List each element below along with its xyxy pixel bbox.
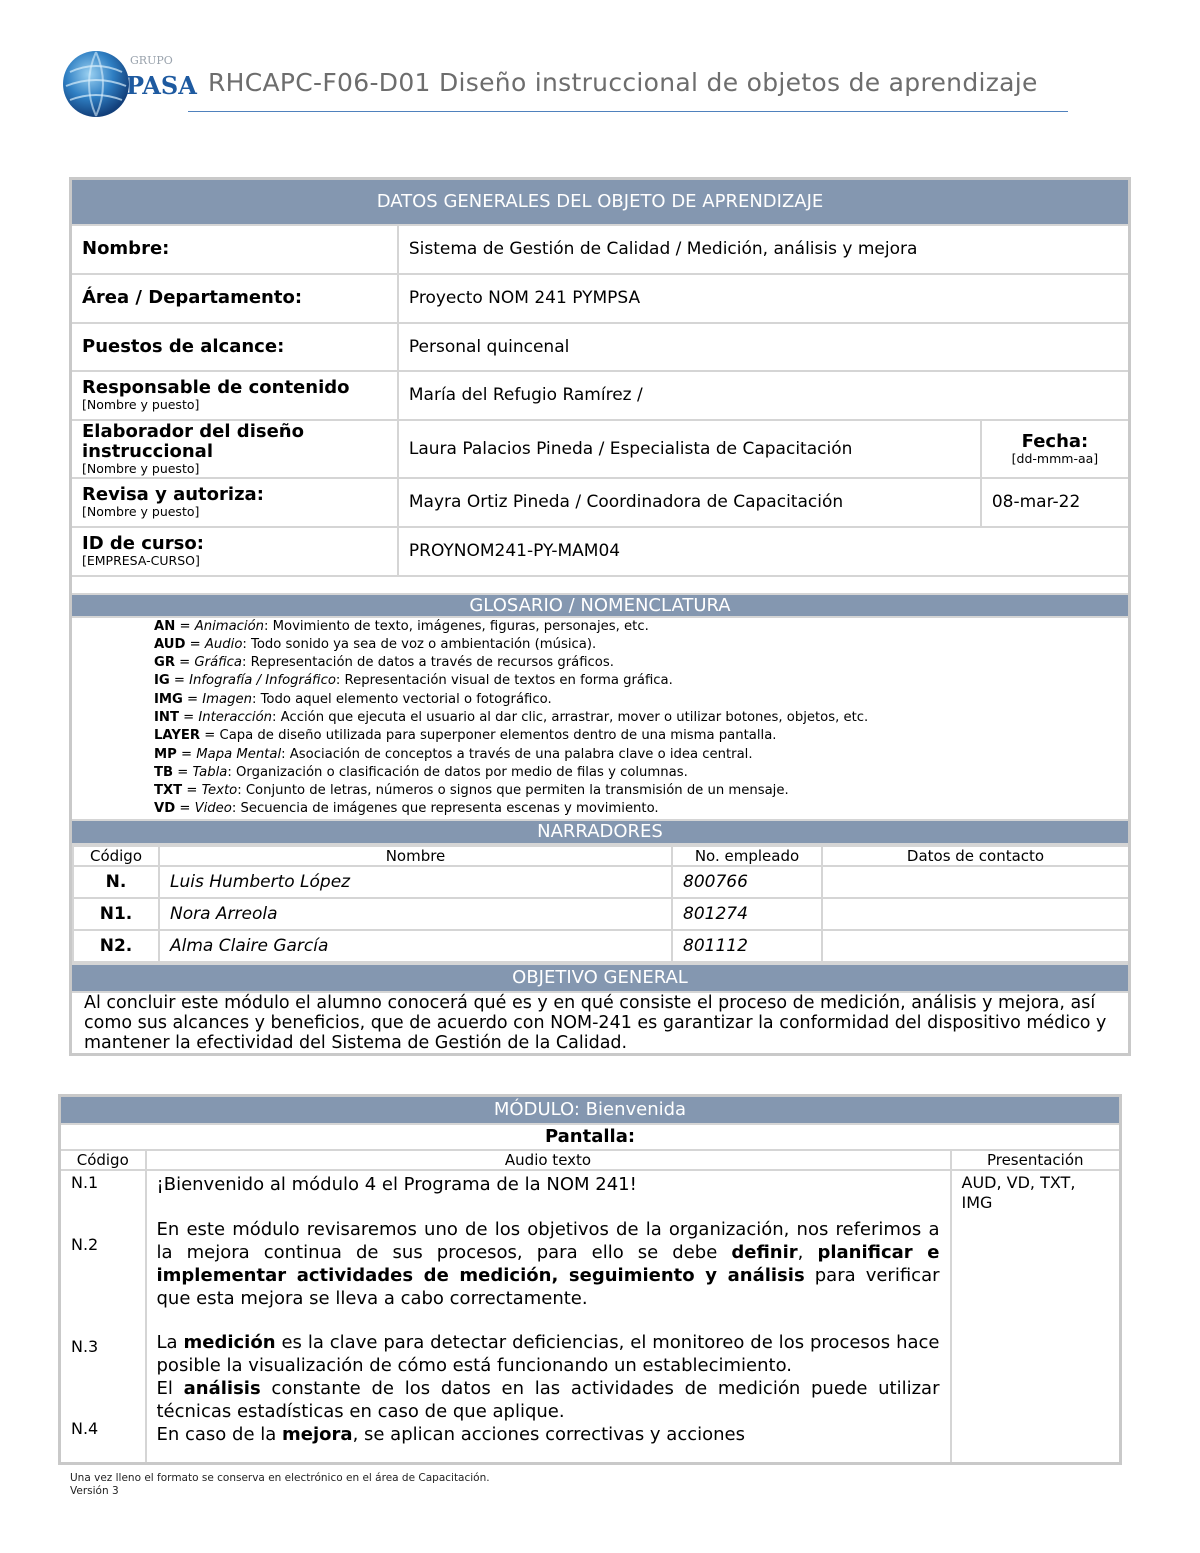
narrator-employee-no: 801112 <box>672 930 822 962</box>
responsable-value: María del Refugio Ramírez / <box>398 371 1130 420</box>
elaborador-value: Laura Palacios Pineda / Especialista de Capacitación <box>398 420 981 478</box>
fecha-value: 08-mar-22 <box>981 478 1130 527</box>
elaborador-label: Elaborador del diseño instruccional [Nombre y puesto] <box>71 420 398 478</box>
col-header-codigo: Código <box>73 846 159 866</box>
narrator-employee-no: 801274 <box>672 898 822 930</box>
nombre-value: Sistema de Gestión de Calidad / Medición, análisis y mejora <box>398 225 1130 274</box>
svg-text:GRUPO: GRUPO <box>130 54 173 67</box>
glossary-item: IMG = Imagen: Todo aquel elemento vectorial o fotográfico. <box>154 691 552 707</box>
code-n2: N.2 <box>71 1234 99 1254</box>
narrator-name: Nora Arreola <box>159 898 672 930</box>
glossary-item: IG = Infografía / Infográfico: Representación visual de textos en forma gráfica. <box>154 673 673 689</box>
revisa-label: Revisa y autoriza: [Nombre y puesto] <box>71 478 398 527</box>
objective-text: Al concluir este módulo el alumno conocerá qué es y en qué consiste el proceso de medición, análisis y mejora, así como sus alcances y beneficios, que de acuerdo con NOM-241 es garantizar la conformidad del dispositivo médico y mantener la efectividad del Sistema de Gestión de la Calidad. <box>71 992 1130 1055</box>
table-row <box>73 866 1129 898</box>
col-header-nombre: Nombre <box>159 846 672 866</box>
narrator-contact <box>822 930 1129 962</box>
narrator-employee-no: 800766 <box>672 866 822 898</box>
module-table <box>58 1094 1122 1465</box>
footer-line-1: Una vez lleno el formato se conserva en electrónico en el área de Capacitación. <box>70 1472 490 1484</box>
audio-paragraph-3: La medición es la clave para detectar deficiencias, el monitoreo de los procesos hace posible la visualización de cómo está funcionando un establecimiento. <box>156 1331 940 1376</box>
glossary-item: LAYER = Capa de diseño utilizada para superponer elementos dentro de una misma pantalla. <box>154 728 777 744</box>
glossary-item: GR = Gráfica: Representación de datos a través de recursos gráficos. <box>154 655 614 671</box>
col-header-empleado: No. empleado <box>672 846 822 866</box>
audio-paragraph-2: En este módulo revisaremos uno de los objetivos de la organización, nos referimos a la mejora continua de sus procesos, para ello se debe definir, planificar e implementar actividades de medición, seguimiento y análisis para verificar que esta mejora se lleva a cabo correctamente. <box>156 1218 940 1309</box>
narrator-code: N. <box>73 866 159 898</box>
spacer-row <box>71 576 1130 594</box>
glossary-item: INT = Interacción: Acción que ejecuta el usuario al dar clic, arrastrar, mover o utilizar botones, objetos, etc. <box>154 709 869 725</box>
narrators-table <box>72 845 1130 963</box>
glossary-item: MP = Mapa Mental: Asociación de conceptos a través de una palabra clave o idea central. <box>154 746 753 762</box>
module-header: MÓDULO: Bienvenida <box>60 1096 1121 1124</box>
footer-version: Versión 3 <box>70 1485 119 1497</box>
col-header-codigo: Código <box>60 1150 146 1170</box>
puestos-value: Personal quincenal <box>398 323 1130 371</box>
document-title: RHCAPC-F06-D01 Diseño instruccional de objetos de aprendizaje <box>208 68 1038 97</box>
footer-note <box>70 1472 490 1498</box>
narrator-contact <box>822 866 1129 898</box>
section-header-objetivo: OBJETIVO GENERAL <box>71 964 1130 992</box>
code-n3: N.3 <box>71 1336 99 1356</box>
section-header-datos: DATOS GENERALES DEL OBJETO DE APRENDIZAJE <box>71 179 1130 225</box>
area-value: Proyecto NOM 241 PYMPSA <box>398 274 1130 323</box>
company-logo <box>58 42 197 122</box>
narrator-code: N1. <box>73 898 159 930</box>
section-header-glosario: GLOSARIO / NOMENCLATURA <box>71 594 1130 617</box>
fecha-label: Fecha: [dd-mmm-aa] <box>981 420 1130 478</box>
col-header-presentacion: Presentación <box>951 1150 1121 1170</box>
narrator-name: Luis Humberto López <box>159 866 672 898</box>
col-header-contacto: Datos de contacto <box>822 846 1129 866</box>
section-header-narradores: NARRADORES <box>71 820 1130 844</box>
narrator-code: N2. <box>73 930 159 962</box>
general-data-table <box>69 177 1131 1056</box>
audio-paragraph-1: ¡Bienvenido al módulo 4 el Programa de la NOM 241! <box>156 1173 637 1195</box>
puestos-label: Puestos de alcance: <box>71 323 398 371</box>
col-header-audio: Audio texto <box>146 1150 951 1170</box>
code-n1: N.1 <box>71 1172 99 1192</box>
pantalla-label: Pantalla: <box>60 1124 1121 1150</box>
audio-paragraph-5: En caso de la mejora, se aplican acciones correctivas y acciones <box>156 1423 745 1445</box>
narrator-name: Alma Claire García <box>159 930 672 962</box>
glossary-item: TB = Tabla: Organización o clasificación de datos por medio de filas y columnas. <box>154 764 688 780</box>
nombre-label: Nombre: <box>71 225 398 274</box>
table-row <box>73 930 1129 962</box>
audio-paragraph-4: El análisis constante de los datos en las actividades de medición puede utilizar técnicas estadísticas en caso de que aplique. <box>156 1377 940 1422</box>
glossary-list <box>71 617 1130 820</box>
table-row <box>73 898 1129 930</box>
glossary-item: AN = Animación: Movimiento de texto, imágenes, figuras, personajes, etc. <box>154 618 649 634</box>
area-label: Área / Departamento: <box>71 274 398 323</box>
responsable-label: Responsable de contenido [Nombre y puesto] <box>71 371 398 420</box>
glossary-item: TXT = Texto: Conjunto de letras, números o signos que permiten la transmisión de un mensaje. <box>154 783 789 799</box>
narrator-contact <box>822 898 1129 930</box>
revisa-value: Mayra Ortiz Pineda / Coordinadora de Capacitación <box>398 478 981 527</box>
svg-text:PASA: PASA <box>126 71 197 100</box>
audio-text <box>146 1170 951 1464</box>
id-curso-label: ID de curso: [EMPRESA-CURSO] <box>71 527 398 576</box>
presentation-value: AUD, VD, TXT, IMG <box>951 1170 1121 1464</box>
code-n4: N.4 <box>71 1418 99 1438</box>
id-curso-value: PROYNOM241-PY-MAM04 <box>398 527 1130 576</box>
glossary-item: VD = Video: Secuencia de imágenes que representa escenas y movimiento. <box>154 801 659 817</box>
glossary-item: AUD = Audio: Todo sonido ya sea de voz o ambientación (música). <box>154 636 597 652</box>
screen-codes <box>60 1170 146 1464</box>
title-rule <box>188 111 1068 112</box>
